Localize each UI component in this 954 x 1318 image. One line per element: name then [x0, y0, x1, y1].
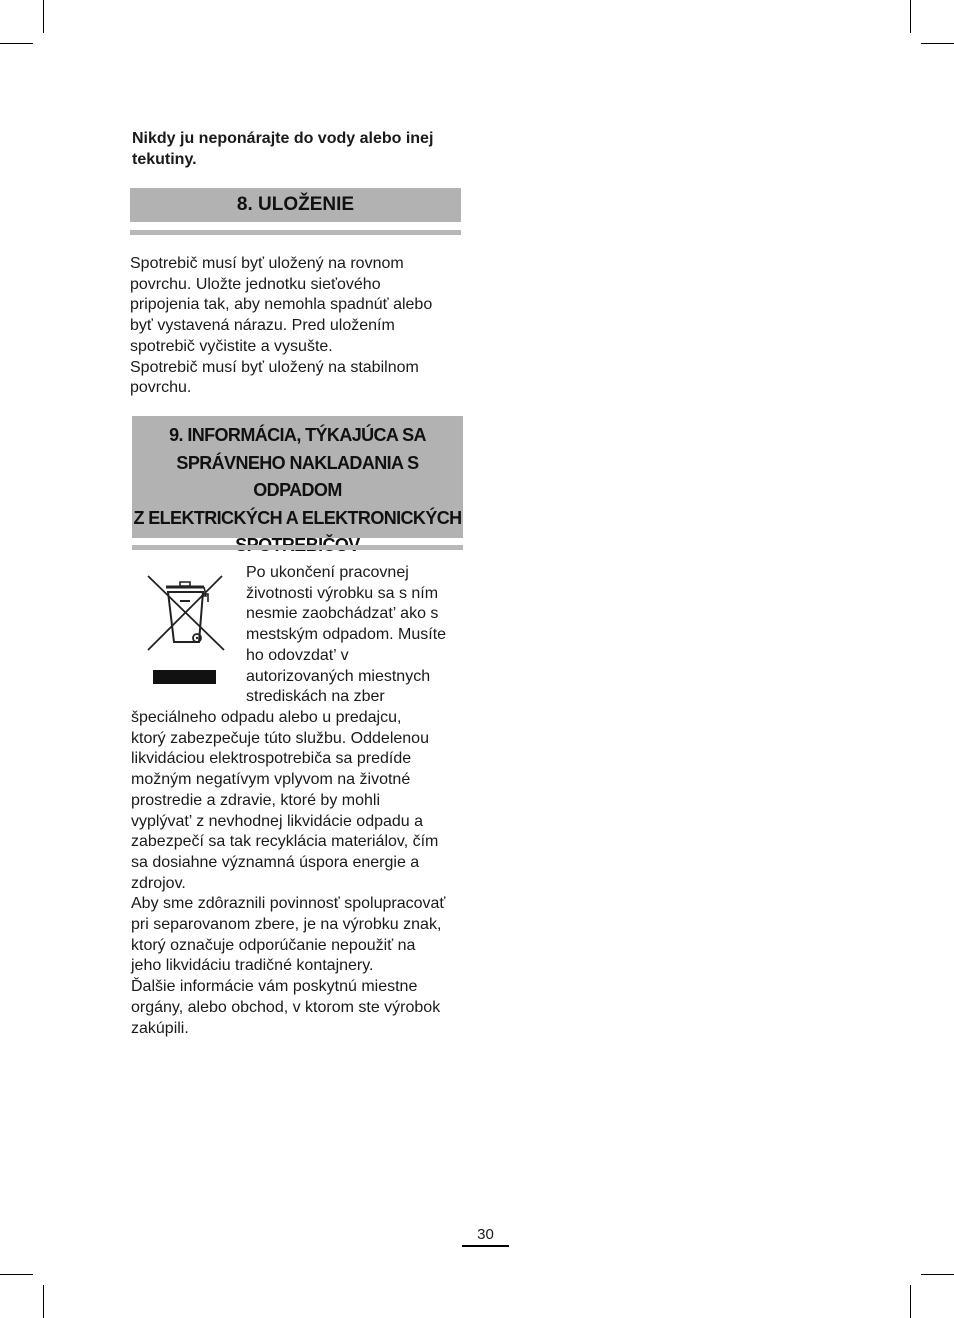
text-line: Spotrebič musí byť uložený na rovnom — [130, 255, 404, 272]
section-divider — [132, 545, 463, 550]
text-line: Aby sme zdôraznili povinnosť spolupracovať — [131, 895, 446, 913]
text-line: jeho likvidáciu tradičné kontajnery. — [131, 957, 374, 975]
text-line: strediskách na zber — [246, 688, 385, 706]
text-line: autorizovaných miestnych — [246, 667, 431, 685]
warning-text: Nikdy ju neponárajte do vody alebo inej tekutiny. — [132, 130, 434, 168]
text-line: mestským odpadom. Musíte — [246, 626, 447, 644]
text-line: povrchu. Uložte jednotku sieťového — [130, 275, 381, 293]
crop-mark — [910, 0, 911, 33]
heading-line: SPRÁVNEHO NAKLADANIA S ODPADOM — [176, 452, 419, 500]
crop-mark — [921, 1274, 954, 1275]
text-line: Po ukončení pracovnej — [246, 564, 409, 581]
text-line: povrchu. — [130, 379, 192, 397]
text-line: ktorý označuje odporúčanie nepoužiť na — [131, 936, 416, 954]
crop-mark — [910, 1285, 911, 1318]
section-9-heading — [132, 416, 463, 538]
page-number: 30 — [477, 1226, 494, 1243]
crop-mark — [0, 1274, 33, 1275]
section-8-heading: 8. ULOŽENIE — [130, 188, 461, 222]
crop-mark — [43, 0, 44, 33]
text-line: prostredie a zdravie, ktoré by mohli — [131, 791, 380, 809]
text-line: zdrojov. — [131, 874, 186, 892]
text-line: Ďalšie informácie vám poskytnú miestne — [131, 978, 418, 996]
text-line: likvidáciou elektrospotrebiča sa predíde — [131, 750, 412, 768]
text-line: ktorý zabezpečuje túto službu. Oddelenou — [131, 729, 429, 747]
crop-mark — [43, 1285, 44, 1318]
text-line: vyplývat’ z nevhodnej likvidácie odpadu a — [131, 812, 424, 830]
text-line: pri separovanom zbere, je na výrobku znak, — [131, 916, 442, 934]
crossed-out-wheelie-bin-icon — [144, 570, 226, 688]
crop-mark — [0, 43, 33, 44]
text-line: ho odovzdat’ v — [246, 646, 349, 664]
section-9-intro — [246, 563, 466, 708]
text-line: pripojenia tak, aby nemohla spadnúť alebo — [130, 296, 433, 314]
heading-line: Z ELEKTRICKÝCH A ELEKTRONICKÝCH — [133, 507, 462, 528]
section-divider — [130, 230, 461, 235]
text-line: zakúpili. — [131, 1019, 189, 1037]
text-line: zabezpečí sa tak recyklácia materiálov, čím — [131, 833, 439, 851]
section-8-body — [130, 254, 465, 399]
text-line: životnosti výrobku sa s ním — [246, 584, 439, 602]
section-9-body — [131, 708, 466, 1039]
text-line: Spotrebič musí byť uložený na stabilnom — [130, 358, 419, 376]
text-line: možným negatívym vplyvom na životné — [131, 771, 411, 789]
crop-mark — [921, 43, 954, 44]
text-line: nesmie zaobchádzat’ ako s — [246, 605, 439, 623]
text-line: orgány, alebo obchod, v ktorom ste výrobok — [131, 998, 441, 1016]
text-line: spotrebič vyčistite a vysušte. — [130, 337, 333, 355]
text-line: špeciálneho odpadu alebo u predajcu, — [131, 709, 402, 726]
heading-line: 9. INFORMÁCIA, TÝKAJÚCA SA — [169, 425, 426, 445]
page-number-underline — [462, 1245, 509, 1247]
text-line: byť vystavená nárazu. Pred uložením — [130, 317, 395, 335]
text-line: sa dosiahne významná úspora energie a — [131, 853, 420, 871]
